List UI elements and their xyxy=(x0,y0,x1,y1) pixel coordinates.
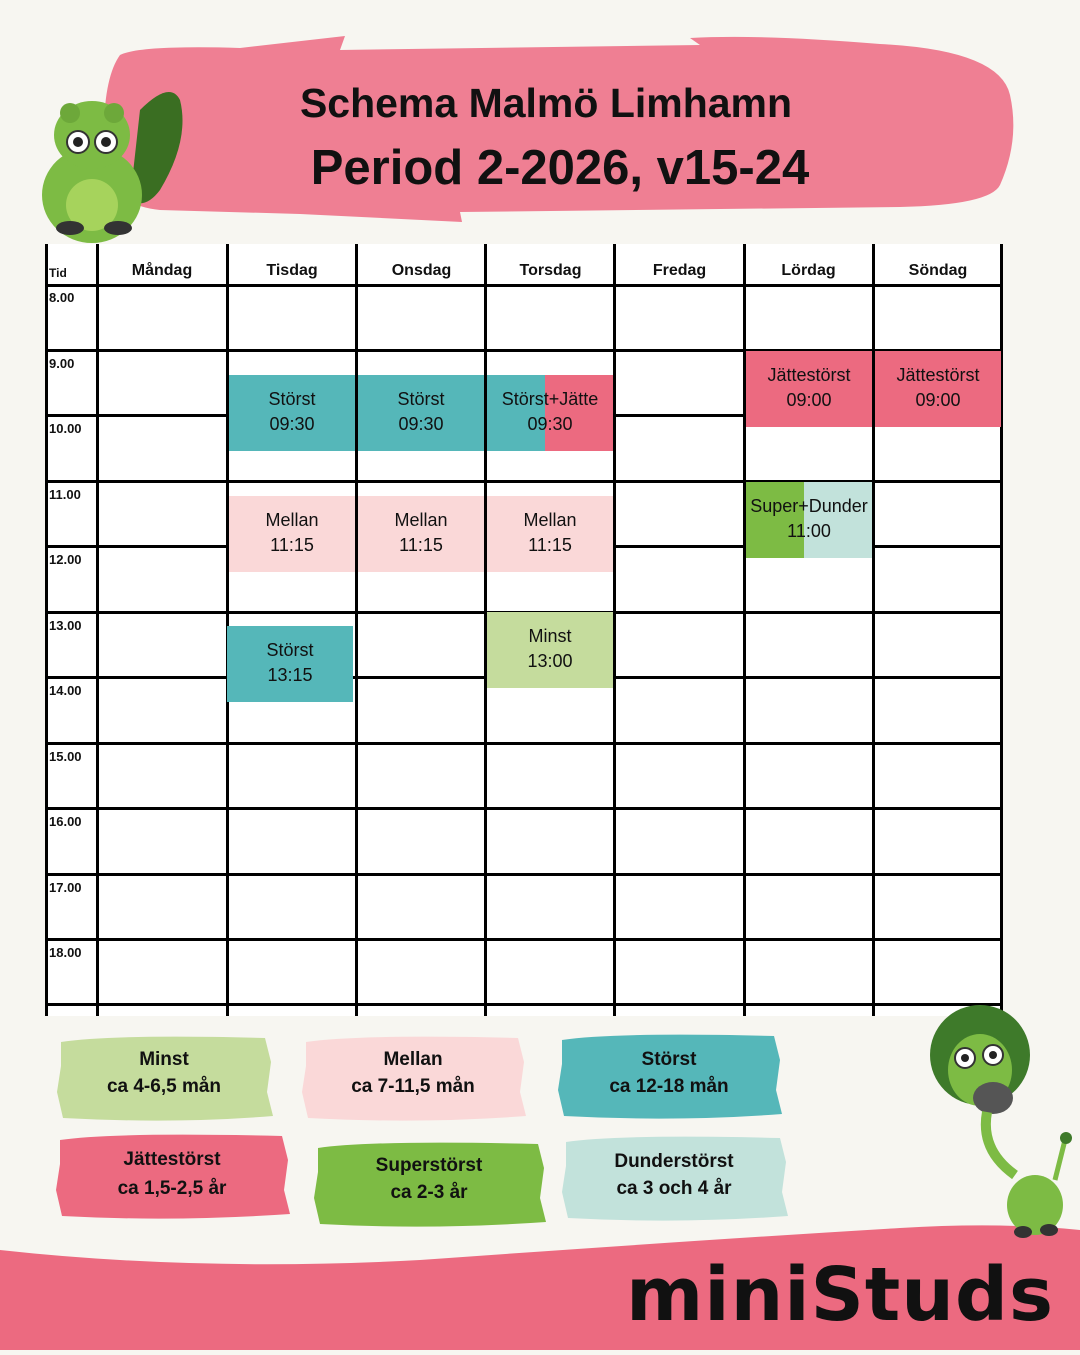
grid-line xyxy=(96,244,99,1016)
slot-time: 11:15 xyxy=(399,535,443,555)
grid-line xyxy=(45,1003,1003,1006)
slot-label: Jättestörst xyxy=(896,365,980,385)
day-header-sunday: Söndag xyxy=(908,262,968,279)
grid-line xyxy=(613,244,616,1016)
slot-time: 11:15 xyxy=(270,535,314,555)
legend-minst xyxy=(55,1032,273,1124)
time-label: 15.00 xyxy=(49,749,82,764)
class-slot-storst-wednesday[interactable] xyxy=(358,375,484,451)
class-slot-mellan-thursday[interactable] xyxy=(487,496,613,572)
legend-name: Dunderstörst xyxy=(614,1151,734,1172)
grid-line xyxy=(45,807,1003,810)
grid-line xyxy=(355,244,358,1016)
legend-superstorst xyxy=(312,1138,546,1230)
slot-time: 13:00 xyxy=(527,651,573,671)
legend-age: ca 2-3 år xyxy=(390,1182,468,1203)
legend-name: Superstörst xyxy=(375,1155,483,1176)
time-label: 12.00 xyxy=(49,552,82,567)
grid-line xyxy=(45,244,48,1016)
class-slot-mellan-wednesday[interactable] xyxy=(358,496,484,572)
slot-label: Störst+Jätte xyxy=(501,389,599,409)
slot-time: 11:15 xyxy=(528,535,572,555)
day-header-saturday: Lördag xyxy=(781,262,836,279)
class-slot-super-dunder-saturday[interactable] xyxy=(746,482,872,558)
day-header-thursday: Torsdag xyxy=(519,262,582,279)
grid-line xyxy=(45,938,1003,941)
slot-time: 09:30 xyxy=(398,414,444,434)
legend-jattestorst xyxy=(54,1130,290,1222)
time-label: 14.00 xyxy=(49,683,82,698)
time-label: 18.00 xyxy=(49,945,82,960)
slot-label: Super+Dunder xyxy=(750,496,868,516)
page-subtitle: Period 2-2026, v15-24 xyxy=(310,141,810,195)
time-label: 11.00 xyxy=(49,487,81,502)
class-slot-jattestorst-saturday[interactable] xyxy=(746,351,872,427)
legend-age: ca 7-11,5 mån xyxy=(351,1076,475,1097)
day-header-tuesday: Tisdag xyxy=(266,262,318,279)
day-header-friday: Fredag xyxy=(652,262,707,279)
legend-name: Jättestörst xyxy=(123,1149,221,1170)
grid-line xyxy=(45,873,1003,876)
slot-time: 09:00 xyxy=(915,390,961,410)
legend-age: ca 3 och 4 år xyxy=(616,1178,732,1199)
slot-label: Mellan xyxy=(394,510,448,530)
class-slot-jattestorst-sunday[interactable] xyxy=(875,351,1001,427)
ministuds-logo: miniStuds xyxy=(626,1252,1054,1338)
day-header-monday: Måndag xyxy=(131,262,193,279)
legend-age: ca 4-6,5 mån xyxy=(106,1076,222,1097)
header-banner xyxy=(0,0,1080,240)
time-label: 8.00 xyxy=(49,290,75,305)
time-label: 9.00 xyxy=(49,356,75,371)
slot-time: 09:30 xyxy=(527,414,573,434)
time-column-header: Tid xyxy=(49,266,67,280)
slot-label: Mellan xyxy=(265,510,319,530)
slot-label: Mellan xyxy=(523,510,577,530)
time-label: 16.00 xyxy=(49,814,82,829)
legend-mellan xyxy=(300,1032,526,1124)
time-label: 13.00 xyxy=(49,618,82,633)
class-slot-mellan-tuesday[interactable] xyxy=(229,496,355,572)
time-label: 17.00 xyxy=(49,880,82,895)
slot-time: 09:00 xyxy=(786,390,832,410)
legend-age: ca 1,5-2,5 år xyxy=(117,1178,227,1199)
day-header-wednesday: Onsdag xyxy=(391,262,452,279)
legend-name: Minst xyxy=(139,1049,189,1070)
legend-name: Störst xyxy=(641,1049,697,1070)
class-slot-storst-tuesday[interactable] xyxy=(229,375,355,451)
page-title: Schema Malmö Limhamn xyxy=(299,80,793,126)
slot-label: Störst xyxy=(266,640,314,660)
slot-time: 09:30 xyxy=(269,414,315,434)
lion-mascot-icon xyxy=(925,1000,1075,1250)
class-slot-minst-thursday[interactable] xyxy=(487,612,613,688)
slot-time: 13:15 xyxy=(267,665,313,685)
slot-label: Störst xyxy=(397,389,445,409)
class-slot-storst-tuesday-afternoon[interactable] xyxy=(227,626,353,702)
legend-age: ca 12-18 mån xyxy=(609,1076,729,1097)
time-label: 10.00 xyxy=(49,421,82,436)
schedule-grid xyxy=(45,244,1003,1016)
grid-line xyxy=(45,284,1003,287)
slot-label: Jättestörst xyxy=(767,365,851,385)
class-slot-storst-jatte-thursday[interactable] xyxy=(487,375,613,451)
slot-label: Minst xyxy=(528,626,572,646)
legend-dunderstorst xyxy=(560,1132,788,1224)
footer xyxy=(0,1220,1080,1350)
legend-name: Mellan xyxy=(383,1049,443,1070)
slot-label: Störst xyxy=(268,389,316,409)
grid-line xyxy=(45,742,1003,745)
legend-storst xyxy=(556,1030,782,1122)
slot-time: 11:00 xyxy=(787,521,831,541)
